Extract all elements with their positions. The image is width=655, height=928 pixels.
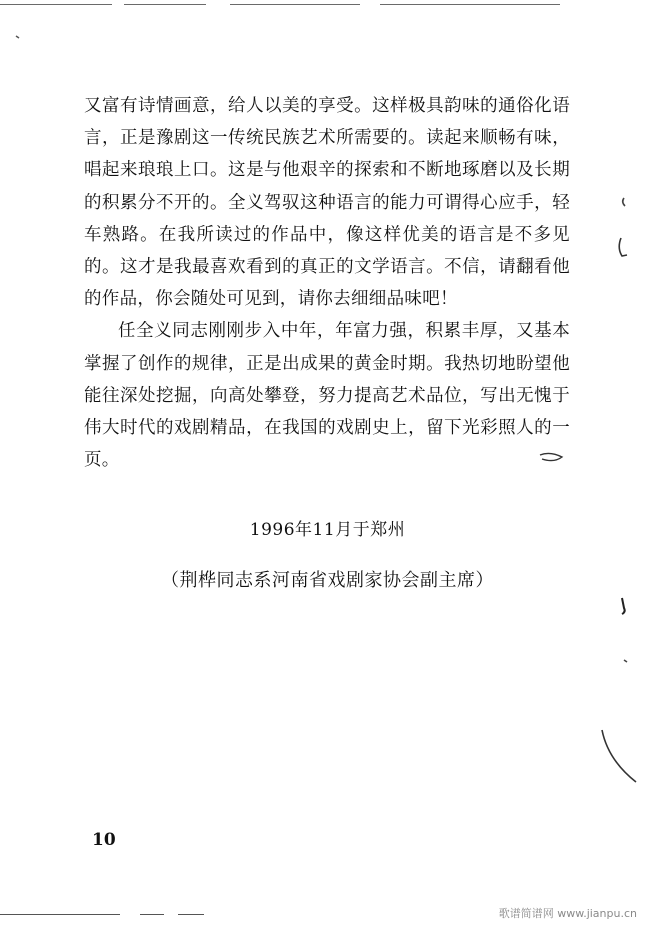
author-note: （荆桦同志系河南省戏剧家协会副主席） — [161, 570, 494, 591]
scan-mark — [623, 198, 625, 206]
scan-mark — [602, 730, 636, 782]
scan-mark — [619, 238, 627, 256]
date-line: 1996年11月于郑州 — [249, 520, 406, 540]
bottom-border-line — [178, 914, 204, 915]
page-number: 10 — [92, 830, 116, 850]
scan-mark — [624, 660, 627, 662]
top-border-line — [230, 4, 360, 5]
top-border-line — [124, 4, 206, 5]
scan-mark — [622, 598, 625, 614]
page-body — [84, 90, 570, 476]
scan-mark — [16, 36, 19, 38]
paragraph-continued: 又富有诗情画意，给人以美的享受。这样极具韵味的通俗化语言，正是豫剧这一传统民族艺术所需要的。读起来顺畅有味，唱起来琅琅上口。这是与他艰辛的探索和不断地琢磨以及长期的积累分不开的。全义驾驭这种语言的能力可谓得心应手，轻车熟路。在我所读过的作品中，像这样优美的语言是不多见的。这才是我最喜欢看到的真正的文学语言。不信，请翻看他的作品，你会随处可见到，请你去细细品味吧！ — [84, 96, 570, 310]
bottom-border-line — [0, 914, 120, 915]
paragraph-closing: 任全义同志刚刚步入中年，年富力强，积累丰厚，又基本掌握了创作的规律，正是出成果的黄金时期。我热切地盼望他能往深处挖掘，向高处攀登，努力提高艺术品位，写出无愧于伟大时代的戏剧精品，在我国的戏剧史上，留下光彩照人的一页。 — [84, 321, 570, 471]
site-watermark: 歌谱简谱网 www.jianpu.cn — [498, 907, 637, 920]
bottom-border-line — [140, 914, 164, 915]
top-border-line — [380, 4, 560, 5]
top-border-line — [0, 4, 112, 5]
